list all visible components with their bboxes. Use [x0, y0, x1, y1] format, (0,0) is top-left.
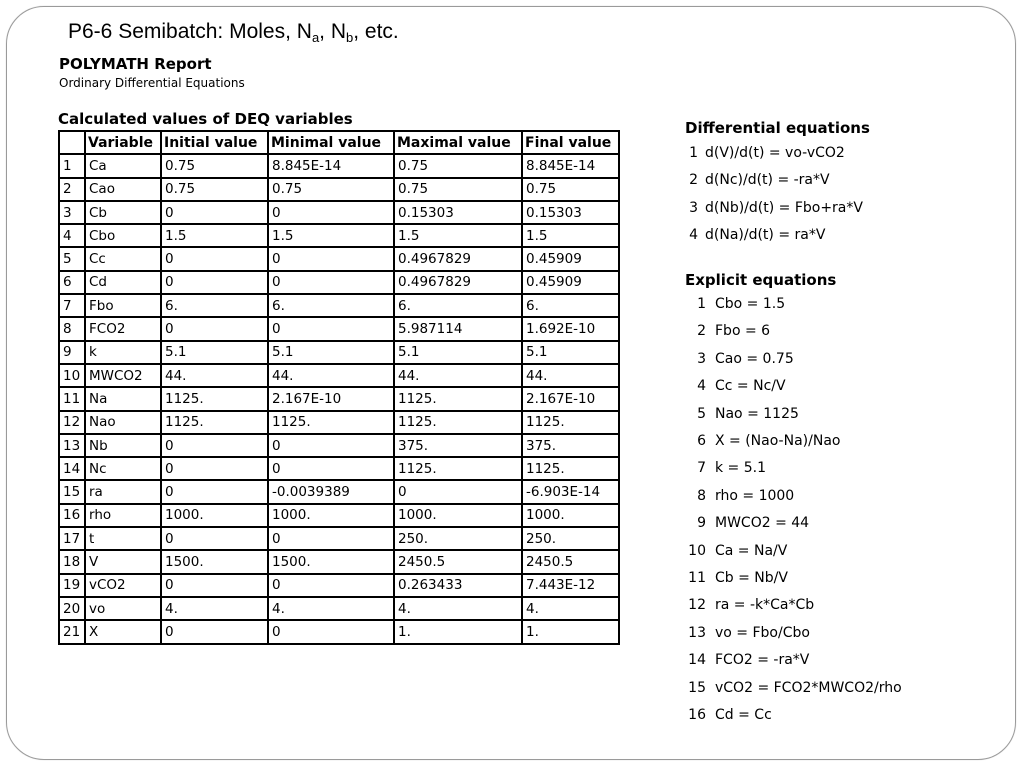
equation-text: k = 5.1 — [715, 460, 767, 477]
equation-number: 14 — [688, 652, 706, 669]
table-row — [59, 178, 619, 201]
slide-title-prefix: P6-6 Semibatch: Moles, N — [68, 20, 312, 43]
equation-text: d(Na)/d(t) = ra*V — [705, 226, 826, 243]
cell-final: 1. — [522, 620, 619, 643]
equation-text: Cd = Cc — [715, 707, 772, 723]
cell-maximal: 1125. — [394, 411, 522, 434]
equation-text: d(V)/d(t) = vo-vCO2 — [705, 145, 845, 161]
cell-variable: Cd — [85, 271, 161, 294]
equation-number: 3 — [697, 350, 706, 367]
equation-text: Cc = Nc/V — [715, 378, 786, 395]
cell-variable: Nc — [85, 457, 161, 480]
equation-text: Cbo = 1.5 — [715, 296, 786, 312]
equation-text: X = (Nao-Na)/Nao — [715, 433, 841, 449]
cell-initial: 0 — [161, 434, 268, 457]
cell-initial: 0 — [161, 574, 268, 597]
equation-number: 7 — [697, 460, 706, 477]
cell-initial: 0 — [161, 201, 268, 224]
slide-title-subscript-b: b — [346, 30, 354, 45]
equation-number: 12 — [688, 597, 706, 614]
slide-title-suffix: , etc. — [353, 20, 399, 43]
table-row — [59, 317, 619, 340]
cell-index: 10 — [59, 364, 85, 387]
cell-index: 1 — [59, 154, 85, 177]
cell-final: 0.45909 — [522, 247, 619, 270]
cell-maximal: 0 — [394, 480, 522, 503]
cell-variable: Nao — [85, 411, 161, 434]
cell-minimal: -0.0039389 — [268, 480, 394, 503]
table-title: Calculated values of DEQ variables — [58, 110, 353, 128]
cell-maximal: 0.4967829 — [394, 247, 522, 270]
cell-initial: 0 — [161, 457, 268, 480]
equation-text: Ca = Na/V — [715, 542, 788, 559]
cell-final: 0.45909 — [522, 271, 619, 294]
header-index — [59, 131, 85, 154]
cell-final: 375. — [522, 434, 619, 457]
cell-minimal: 1500. — [268, 550, 394, 573]
cell-maximal: 6. — [394, 294, 522, 317]
equation-text: vCO2 = FCO2*MWCO2/rho — [715, 679, 902, 696]
equation-text: vo = Fbo/Cbo — [715, 624, 810, 641]
cell-variable: Cbo — [85, 224, 161, 247]
cell-maximal: 2450.5 — [394, 550, 522, 573]
equation-number: 10 — [688, 542, 706, 559]
cell-initial: 0 — [161, 247, 268, 270]
cell-minimal: 0 — [268, 620, 394, 643]
cell-maximal: 0.75 — [394, 178, 522, 201]
cell-initial: 0 — [161, 480, 268, 503]
cell-minimal: 44. — [268, 364, 394, 387]
equation-text: rho = 1000 — [715, 487, 795, 504]
cell-maximal: 250. — [394, 527, 522, 550]
equation-number: 4 — [689, 226, 698, 243]
cell-initial: 1.5 — [161, 224, 268, 247]
cell-initial: 0 — [161, 527, 268, 550]
cell-variable: FCO2 — [85, 317, 161, 340]
cell-index: 5 — [59, 247, 85, 270]
equation-number: 15 — [688, 679, 706, 696]
cell-variable: Cao — [85, 178, 161, 201]
cell-minimal: 1000. — [268, 504, 394, 527]
header-final-value: Final value — [522, 131, 619, 154]
equation-number: 1 — [697, 296, 706, 312]
cell-maximal: 44. — [394, 364, 522, 387]
cell-initial: 0 — [161, 620, 268, 643]
cell-variable: Cc — [85, 247, 161, 270]
equation-number: 13 — [688, 624, 706, 641]
header-maximal-value: Maximal value — [394, 131, 522, 154]
cell-variable: Ca — [85, 154, 161, 177]
header-variable: Variable — [85, 131, 161, 154]
cell-minimal: 5.1 — [268, 341, 394, 364]
slide-title-separator: , N — [319, 20, 347, 43]
equation-text: d(Nb)/d(t) = Fbo+ra*V — [705, 199, 863, 216]
cell-index: 20 — [59, 597, 85, 620]
equation-number: 2 — [689, 172, 698, 189]
cell-variable: MWCO2 — [85, 364, 161, 387]
table-row — [59, 597, 619, 620]
cell-final: 4. — [522, 597, 619, 620]
cell-final: 44. — [522, 364, 619, 387]
cell-final: 1.5 — [522, 224, 619, 247]
cell-minimal: 1.5 — [268, 224, 394, 247]
differential-equations-heading: Differential equations — [685, 119, 870, 137]
cell-index: 2 — [59, 178, 85, 201]
cell-minimal: 4. — [268, 597, 394, 620]
cell-minimal: 0 — [268, 527, 394, 550]
cell-variable: Cb — [85, 201, 161, 224]
cell-initial: 0 — [161, 271, 268, 294]
equation-number: 2 — [697, 323, 706, 340]
cell-initial: 1125. — [161, 387, 268, 410]
equation-number: 9 — [697, 515, 706, 532]
cell-maximal: 1. — [394, 620, 522, 643]
cell-maximal: 375. — [394, 434, 522, 457]
cell-final: 8.845E-14 — [522, 154, 619, 177]
cell-maximal: 1125. — [394, 387, 522, 410]
cell-minimal: 0 — [268, 434, 394, 457]
equation-text: MWCO2 = 44 — [715, 515, 810, 532]
cell-maximal: 5.987114 — [394, 317, 522, 340]
cell-maximal: 4. — [394, 597, 522, 620]
table-row — [59, 201, 619, 224]
equation-number: 16 — [688, 707, 706, 723]
cell-maximal: 1.5 — [394, 224, 522, 247]
cell-maximal: 5.1 — [394, 341, 522, 364]
table-row — [59, 434, 619, 457]
cell-minimal: 0 — [268, 574, 394, 597]
table-row — [59, 620, 619, 643]
cell-index: 17 — [59, 527, 85, 550]
cell-minimal: 1125. — [268, 411, 394, 434]
table-row — [59, 527, 619, 550]
cell-variable: rho — [85, 504, 161, 527]
cell-initial: 1500. — [161, 550, 268, 573]
equation-number: 5 — [697, 405, 706, 422]
cell-index: 13 — [59, 434, 85, 457]
cell-minimal: 0 — [268, 201, 394, 224]
table-row — [59, 271, 619, 294]
cell-initial: 1125. — [161, 411, 268, 434]
table-row — [59, 247, 619, 270]
cell-minimal: 0 — [268, 271, 394, 294]
cell-variable: vCO2 — [85, 574, 161, 597]
cell-minimal: 0 — [268, 247, 394, 270]
cell-variable: Fbo — [85, 294, 161, 317]
table-row — [59, 154, 619, 177]
equation-number: 3 — [689, 199, 698, 216]
equation-number: 8 — [697, 487, 706, 504]
cell-index: 18 — [59, 550, 85, 573]
cell-index: 21 — [59, 620, 85, 643]
cell-index: 16 — [59, 504, 85, 527]
cell-initial: 0.75 — [161, 154, 268, 177]
cell-final: 1125. — [522, 411, 619, 434]
cell-minimal: 0 — [268, 317, 394, 340]
table-row — [59, 224, 619, 247]
equation-number: 6 — [697, 433, 706, 449]
cell-maximal: 0.75 — [394, 154, 522, 177]
cell-variable: Na — [85, 387, 161, 410]
equation-text: Cb = Nb/V — [715, 570, 788, 586]
cell-minimal: 0 — [268, 457, 394, 480]
cell-final: 1125. — [522, 457, 619, 480]
report-subtitle: Ordinary Differential Equations — [59, 76, 245, 90]
cell-final: 0.15303 — [522, 201, 619, 224]
cell-index: 6 — [59, 271, 85, 294]
cell-variable: ra — [85, 480, 161, 503]
equation-text: Nao = 1125 — [715, 405, 799, 422]
equation-text: ra = -k*Ca*Cb — [715, 597, 815, 614]
table-row — [59, 294, 619, 317]
cell-index: 12 — [59, 411, 85, 434]
cell-variable: vo — [85, 597, 161, 620]
cell-index: 14 — [59, 457, 85, 480]
slide-title — [68, 20, 399, 45]
cell-index: 7 — [59, 294, 85, 317]
cell-final: 1000. — [522, 504, 619, 527]
equation-number: 11 — [688, 570, 706, 586]
cell-initial: 0.75 — [161, 178, 268, 201]
cell-final: 250. — [522, 527, 619, 550]
equation-text: Fbo = 6 — [715, 323, 771, 340]
cell-variable: t — [85, 527, 161, 550]
cell-final: 1.692E-10 — [522, 317, 619, 340]
cell-initial: 44. — [161, 364, 268, 387]
table-row — [59, 341, 619, 364]
deq-values-table — [58, 130, 620, 645]
equation-text: Cao = 0.75 — [715, 350, 794, 367]
cell-index: 19 — [59, 574, 85, 597]
equation-number: 1 — [689, 145, 698, 161]
cell-final: 0.75 — [522, 178, 619, 201]
table-row — [59, 550, 619, 573]
cell-maximal: 0.263433 — [394, 574, 522, 597]
table-row — [59, 480, 619, 503]
table-row — [59, 364, 619, 387]
cell-variable: V — [85, 550, 161, 573]
cell-index: 9 — [59, 341, 85, 364]
slide-title-subscript-a: a — [311, 30, 320, 45]
equation-text: d(Nc)/d(t) = -ra*V — [705, 172, 830, 189]
cell-final: 7.443E-12 — [522, 574, 619, 597]
explicit-equations-list — [685, 296, 985, 736]
cell-index: 11 — [59, 387, 85, 410]
differential-equations-list — [685, 145, 985, 255]
table-row — [59, 504, 619, 527]
cell-minimal: 0.75 — [268, 178, 394, 201]
cell-maximal: 1000. — [394, 504, 522, 527]
table-row — [59, 574, 619, 597]
cell-variable: k — [85, 341, 161, 364]
cell-initial: 4. — [161, 597, 268, 620]
header-minimal-value: Minimal value — [268, 131, 394, 154]
cell-index: 8 — [59, 317, 85, 340]
cell-initial: 6. — [161, 294, 268, 317]
table-row — [59, 387, 619, 410]
cell-maximal: 0.4967829 — [394, 271, 522, 294]
equation-text: FCO2 = -ra*V — [715, 652, 810, 669]
cell-final: -6.903E-14 — [522, 480, 619, 503]
cell-minimal: 6. — [268, 294, 394, 317]
table-row — [59, 411, 619, 434]
cell-maximal: 0.15303 — [394, 201, 522, 224]
table-header-row — [59, 131, 619, 154]
cell-final: 2.167E-10 — [522, 387, 619, 410]
header-initial-value: Initial value — [161, 131, 268, 154]
cell-minimal: 8.845E-14 — [268, 154, 394, 177]
report-title: POLYMATH Report — [59, 55, 212, 73]
cell-maximal: 1125. — [394, 457, 522, 480]
table-row — [59, 457, 619, 480]
cell-index: 15 — [59, 480, 85, 503]
cell-variable: X — [85, 620, 161, 643]
cell-index: 4 — [59, 224, 85, 247]
cell-final: 2450.5 — [522, 550, 619, 573]
cell-initial: 5.1 — [161, 341, 268, 364]
cell-variable: Nb — [85, 434, 161, 457]
explicit-equations-heading: Explicit equations — [685, 271, 837, 289]
cell-initial: 0 — [161, 317, 268, 340]
equation-number: 4 — [697, 378, 706, 395]
cell-index: 3 — [59, 201, 85, 224]
cell-minimal: 2.167E-10 — [268, 387, 394, 410]
cell-final: 6. — [522, 294, 619, 317]
cell-initial: 1000. — [161, 504, 268, 527]
cell-final: 5.1 — [522, 341, 619, 364]
